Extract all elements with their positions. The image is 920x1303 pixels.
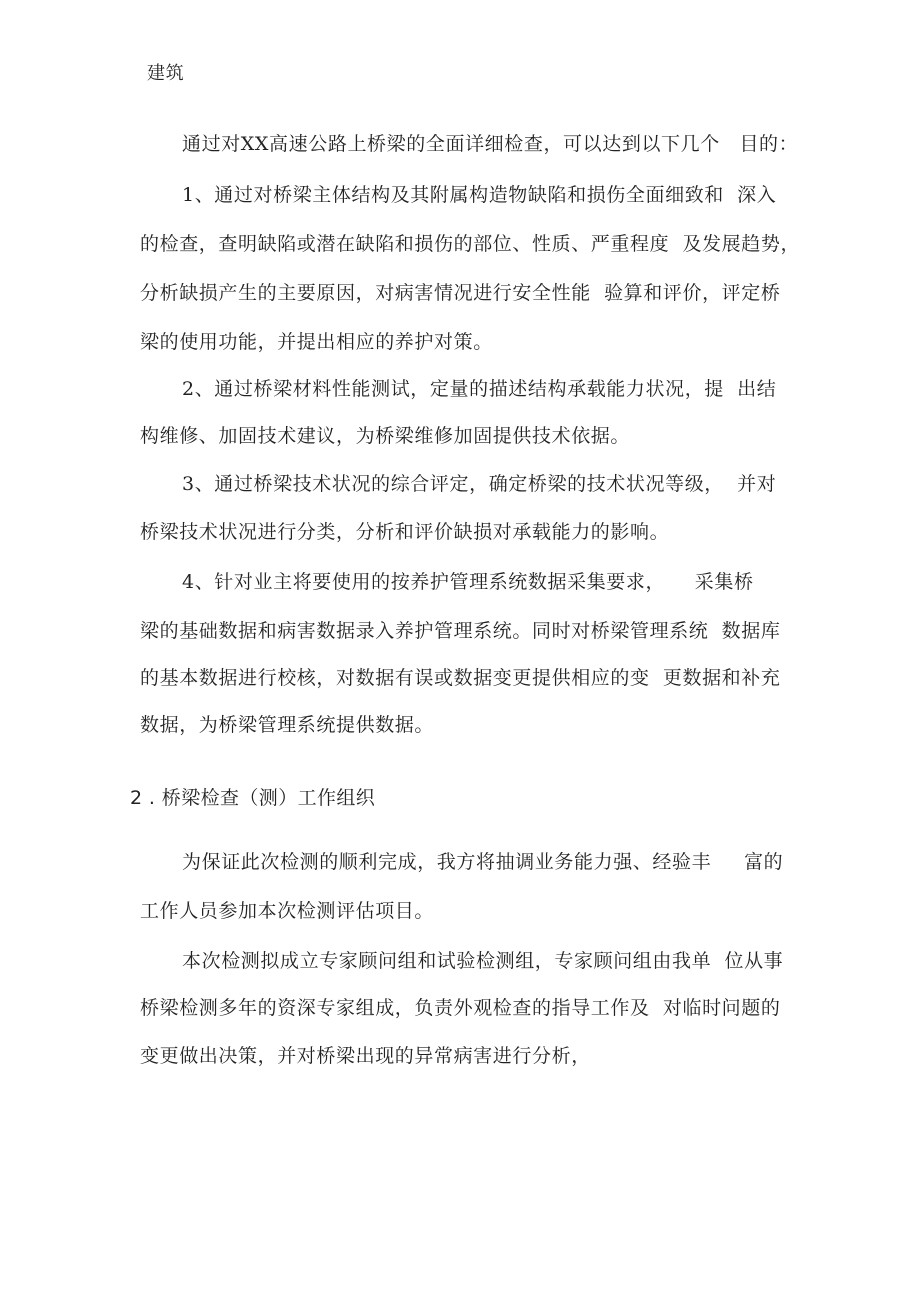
item1-line-3: 分析缺损产生的主要原因，对病害情况进行安全性能 验算和评价，评定桥 [140,282,781,304]
para1-line-1: 为保证此次检测的顺利完成，我方将抽调业务能力强、经验丰 富的 [182,851,784,873]
item1-line-1: 1、通过对桥梁主体结构及其附属构造物缺陷和损伤全面细致和 深入 [182,184,777,206]
item3-line-1: 3、通过桥梁技术状况的综合评定，确定桥梁的技术状况等级， 并对 [182,473,777,495]
para2-line-3: 变更做出决策，并对桥梁出现的异常病害进行分析， [140,1045,591,1067]
item4-line-2: 梁的基础数据和病害数据录入养护管理系统。同时对桥梁管理系统 数据库 [140,620,781,642]
intro-paragraph: 通过对XX高速公路上桥梁的全面详细检查，可以达到以下几个 目的： [182,133,799,155]
page-header-text: 建筑 [147,63,185,84]
item1-line-2: 的检查，查明缺陷或潜在缺陷和损伤的部位、性质、严重程度 及发展趋势， [140,233,801,255]
item1-line-4: 梁的使用功能，并提出相应的养护对策。 [140,331,493,353]
para2-line-1: 本次检测拟成立专家顾问组和试验检测组，专家顾问组由我单 位从事 [182,950,784,972]
item4-line-4: 数据，为桥梁管理系统提供数据。 [140,714,435,736]
item4-line-3: 的基本数据进行校核，对数据有误或数据变更提供相应的变 更数据和补充 [140,667,781,689]
section-heading: 2 . 桥梁检查（测）工作组织 [130,787,376,809]
para1-line-2: 工作人员参加本次检测评估项目。 [140,900,435,922]
item2-line-1: 2、通过桥梁材料性能测试，定量的描述结构承载能力状况，提 出结 [182,378,777,400]
item4-line-1: 4、针对业主将要使用的按养护管理系统数据采集要求， 采集桥 [182,571,754,593]
item2-line-2: 构维修、加固技术建议，为桥梁维修加固提供技术依据。 [140,425,631,447]
para2-line-2: 桥梁检测多年的资深专家组成，负责外观检查的指导工作及 对临时问题的 [140,997,781,1019]
item3-line-2: 桥梁技术状况进行分类，分析和评价缺损对承载能力的影响。 [140,521,670,543]
